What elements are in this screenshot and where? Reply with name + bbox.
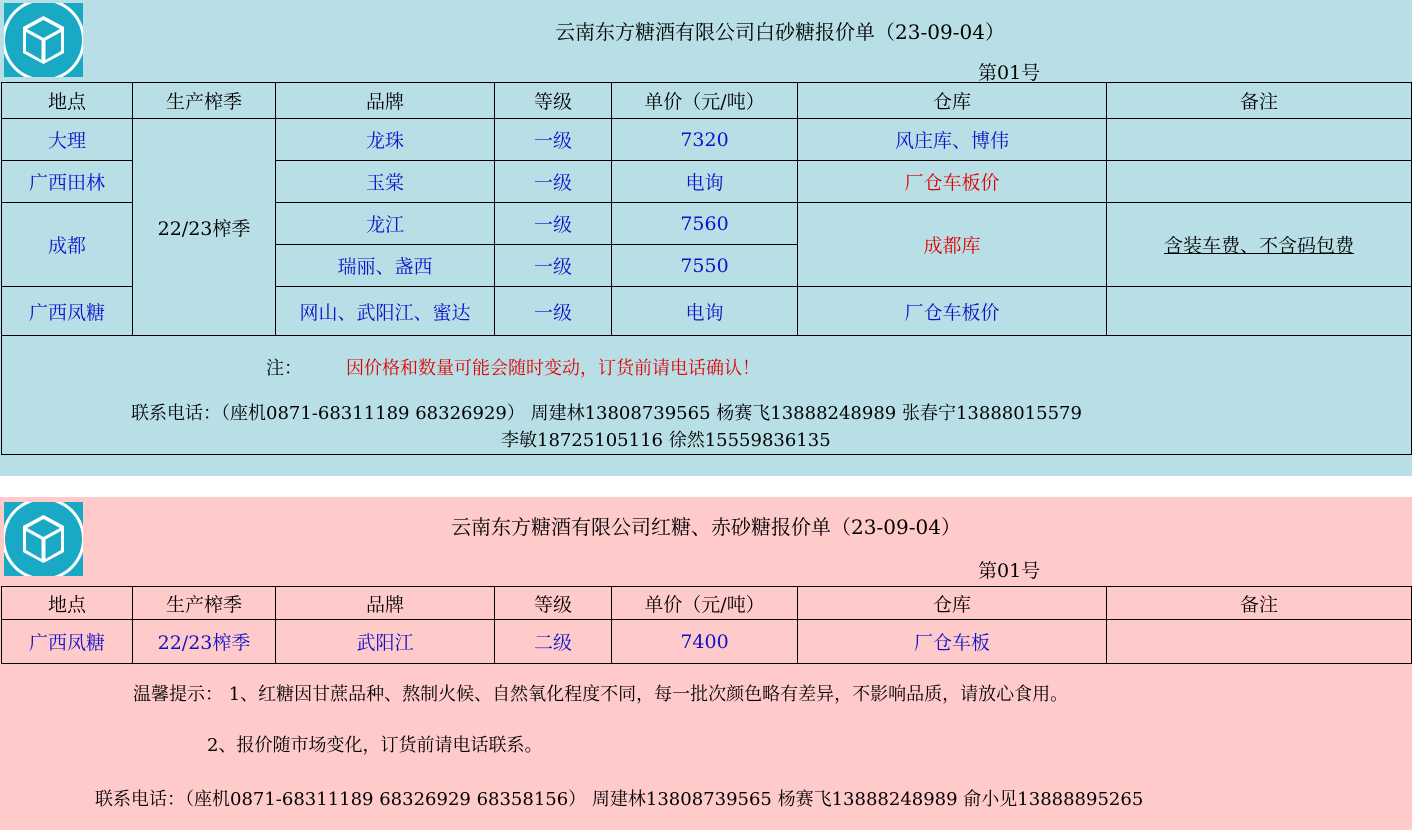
cell-price: 电询	[612, 287, 798, 336]
note-label: 注：	[266, 358, 302, 379]
header-price: 单价（元/吨）	[612, 83, 798, 119]
sheet1-title: 云南东方糖酒有限公司白砂糖报价单（23-09-04）	[555, 20, 1005, 44]
cell-location: 成都	[2, 203, 133, 287]
tip-2: 2、报价随市场变化，订货前请电话联系。	[207, 735, 543, 756]
cell-price: 7550	[612, 245, 798, 287]
cell-location: 广西田林	[2, 161, 133, 203]
header-price: 单价（元/吨）	[612, 587, 798, 620]
header-remark: 备注	[1107, 587, 1412, 620]
cell-warehouse: 厂仓车板价	[798, 287, 1107, 336]
header-remark: 备注	[1107, 83, 1412, 119]
cell-warehouse: 风庄库、博伟	[798, 119, 1107, 161]
cell-season: 22/23榨季	[133, 119, 276, 336]
brown-sugar-price-table	[1, 586, 1412, 664]
cell-remark	[1107, 161, 1412, 203]
header-location: 地点	[2, 587, 133, 620]
header-brand: 品牌	[276, 587, 495, 620]
cell-grade: 一级	[495, 119, 612, 161]
tip-1: 温馨提示： 1、红糖因甘蔗品种、熬制火候、自然氧化程度不同，每一批次颜色略有差异，不影响品质，请放心食用。	[133, 684, 1069, 705]
table-header-row	[2, 587, 1412, 620]
cell-brand: 龙江	[276, 203, 495, 245]
cell-warehouse: 厂仓车板价	[798, 161, 1107, 203]
cell-price: 7560	[612, 203, 798, 245]
contact-phones: 联系电话：（座机0871-68311189 68326929 68358156） 周建林13808739565 杨赛飞13888248989 俞小见13888895265	[95, 789, 1144, 810]
cell-remark	[1107, 620, 1412, 664]
cell-remark: 含装车费、不含码包费	[1107, 203, 1412, 287]
cell-location: 广西凤糖	[2, 287, 133, 336]
header-season: 生产榨季	[133, 83, 276, 119]
cell-warehouse: 厂仓车板	[798, 620, 1107, 664]
cell-grade: 一级	[495, 161, 612, 203]
cell-price: 电询	[612, 161, 798, 203]
header-warehouse: 仓库	[798, 83, 1107, 119]
table-header-row	[2, 83, 1412, 119]
sheet1-issue-number: 第01号	[978, 62, 1041, 84]
cell-grade: 一级	[495, 245, 612, 287]
note-text: 因价格和数量可能会随时变动，订货前请电话确认！	[346, 358, 760, 379]
sheet2-title: 云南东方糖酒有限公司红糖、赤砂糖报价单（23-09-04）	[451, 515, 961, 539]
table-row	[2, 620, 1412, 664]
cell-brand: 武阳江	[276, 620, 495, 664]
cell-grade: 一级	[495, 287, 612, 336]
contact-phones: 联系电话：（座机0871-68311189 68326929） 周建林13808739565 杨赛飞13888248989 张春宁13888015579	[131, 403, 1082, 424]
cell-price: 7400	[612, 620, 798, 664]
cell-remark	[1107, 119, 1412, 161]
cell-location: 广西凤糖	[2, 620, 133, 664]
cell-warehouse: 成都库	[798, 203, 1107, 287]
cell-grade: 二级	[495, 620, 612, 664]
cell-grade: 一级	[495, 203, 612, 245]
cell-brand: 瑞丽、盏西	[276, 245, 495, 287]
header-warehouse: 仓库	[798, 587, 1107, 620]
cell-brand: 网山、武阳江、蜜达	[276, 287, 495, 336]
cell-location: 大理	[2, 119, 133, 161]
header-location: 地点	[2, 83, 133, 119]
table-row	[2, 119, 1412, 161]
cell-brand: 龙珠	[276, 119, 495, 161]
header-grade: 等级	[495, 83, 612, 119]
header-grade: 等级	[495, 587, 612, 620]
cell-remark	[1107, 287, 1412, 336]
sheet2-issue-number: 第01号	[978, 560, 1041, 582]
header-season: 生产榨季	[133, 587, 276, 620]
cell-brand: 玉棠	[276, 161, 495, 203]
header-brand: 品牌	[276, 83, 495, 119]
cell-price: 7320	[612, 119, 798, 161]
cell-season: 22/23榨季	[133, 620, 276, 664]
contact-phones-line2: 李敏18725105116 徐然15559836135	[501, 430, 831, 451]
white-sugar-price-table	[1, 82, 1412, 336]
brown-sugar-quote-sheet	[0, 497, 1412, 830]
